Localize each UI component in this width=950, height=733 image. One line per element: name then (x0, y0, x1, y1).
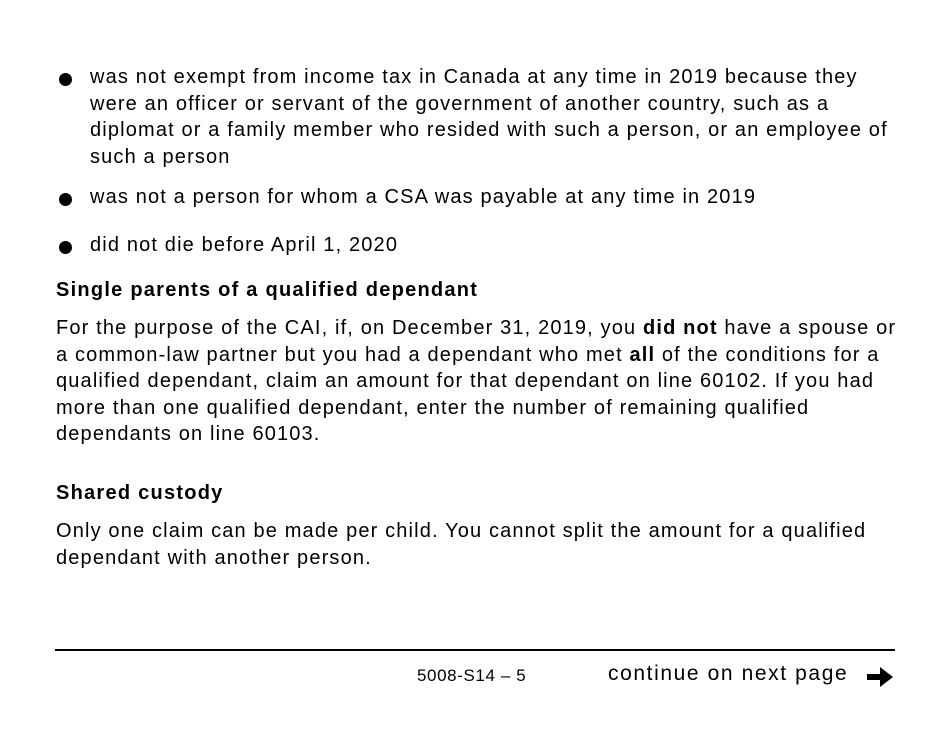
right-arrow-icon (866, 666, 894, 688)
paragraph-text: For the purpose of the CAI, if, on December 31, 2019, you (56, 317, 643, 339)
bullet-text: did not die before April 1, 2020 (90, 233, 399, 256)
eligibility-bullet-list (56, 64, 896, 258)
footer-divider (55, 649, 895, 651)
bullet-item (56, 64, 896, 170)
bullet-text: was not a person for whom a CSA was payable at any time in 2019 (90, 186, 757, 208)
shared-custody-paragraph: Only one claim can be made per child. You cannot split the amount for a qualified dependant with another person. (56, 520, 867, 569)
paragraph-text: have a spouse or a common-law partner but you had a dependant who met (56, 317, 897, 366)
shared-custody-heading: Shared custody (56, 482, 224, 504)
bullet-text: was not exempt from income tax in Canada at any time in 2019 because they were an officer or servant of the government of another country, such as a diplomat or a family member who resided with such a person, or an employee of such a person (90, 66, 888, 168)
bullet-dot-icon (59, 73, 72, 86)
emphasis-text: all (629, 343, 656, 366)
paragraph-text: of the conditions for a qualified dependant, claim an amount for that dependant on line 60102. If you had more than one qualified dependant, enter the number of remaining qualified dependants on line 60103. (56, 343, 880, 445)
page-number: 5008-S14 – 5 (417, 666, 527, 685)
single-parents-paragraph (56, 315, 898, 448)
bullet-item (56, 232, 896, 259)
bullet-dot-icon (59, 193, 72, 206)
single-parents-heading: Single parents of a qualified dependant (56, 279, 479, 301)
bullet-dot-icon (59, 241, 72, 254)
emphasis-text: did not (643, 317, 718, 339)
continue-on-next-page-text: continue on next page (608, 662, 849, 685)
bullet-item (56, 184, 896, 211)
